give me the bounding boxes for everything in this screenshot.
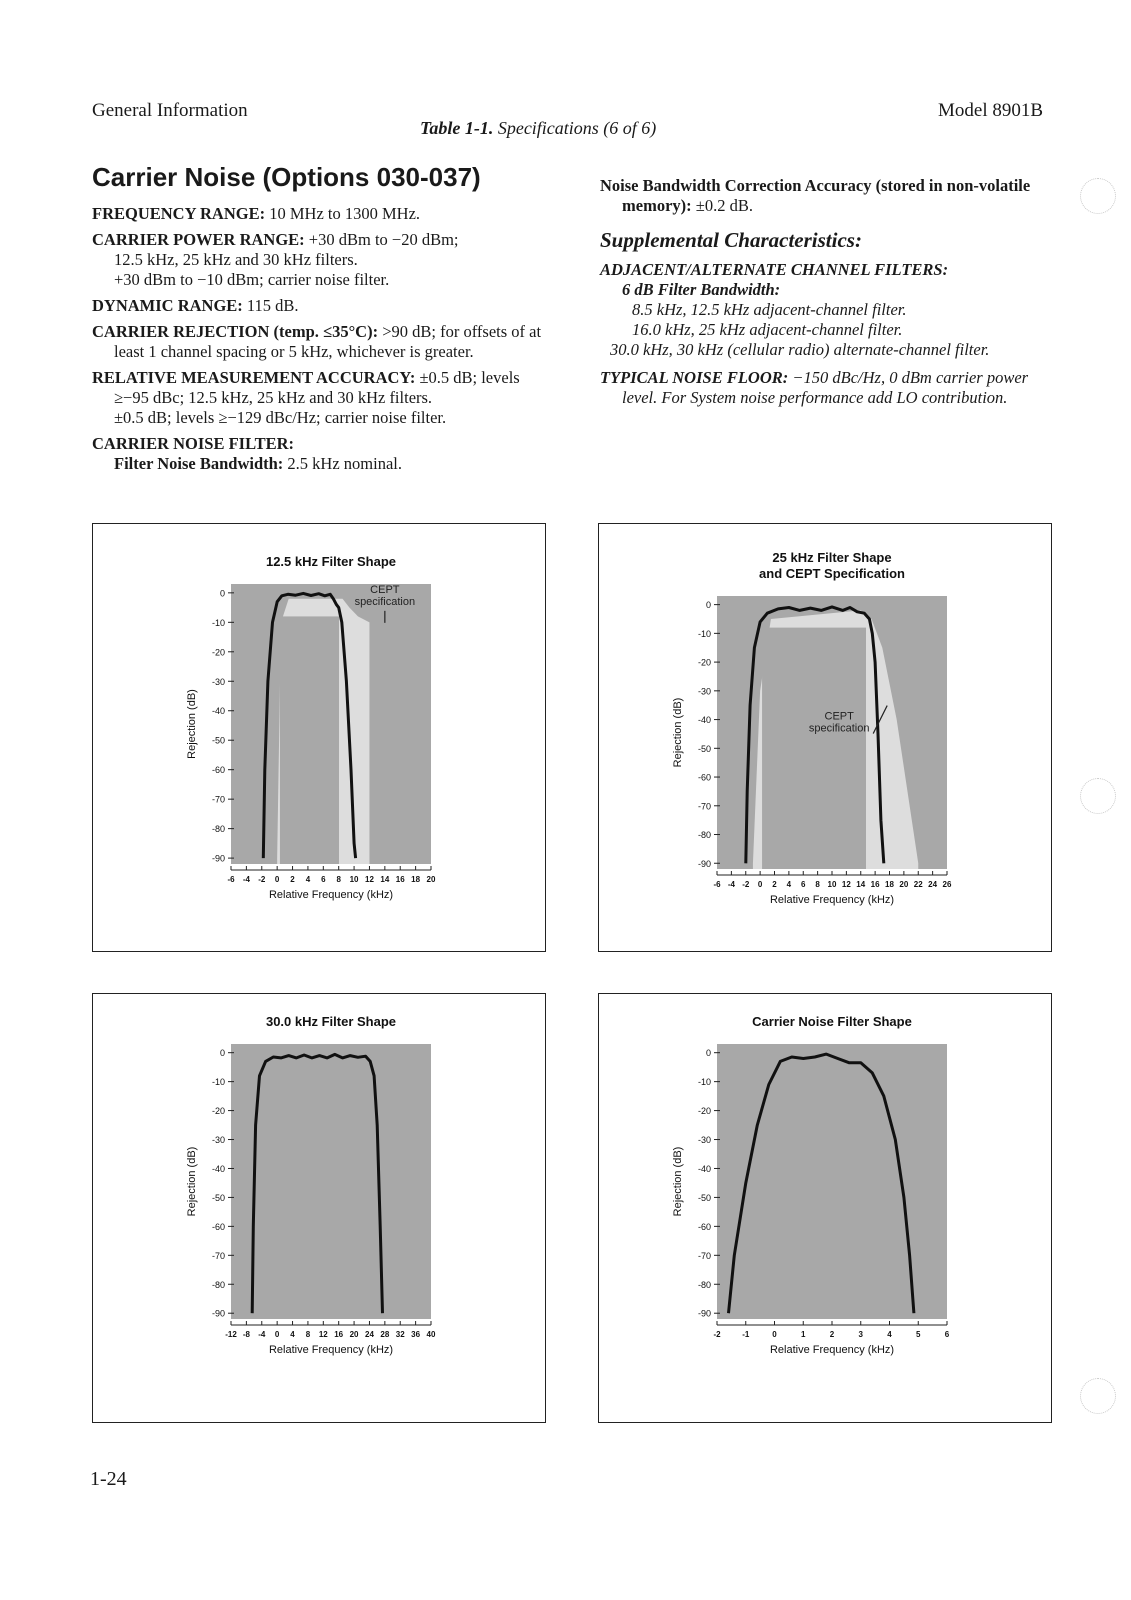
y-tick-label: -10	[697, 1077, 711, 1088]
spec-filter-noise-bandwidth	[92, 454, 547, 474]
spec-dynamic-range	[92, 296, 547, 316]
figure-12-5khz-filter	[92, 523, 546, 952]
plot-area	[231, 1044, 431, 1319]
x-tick-label: 2	[290, 875, 295, 884]
x-tick-label: 6	[321, 875, 326, 884]
x-tick-label: 36	[411, 1330, 421, 1339]
y-tick-label: -80	[211, 1279, 225, 1290]
spec-noise-bandwidth-correction	[600, 176, 1045, 216]
spec-frequency-range	[92, 204, 547, 224]
annotation-label: CEPT	[370, 583, 400, 596]
figure-30khz-filter	[92, 993, 546, 1423]
x-tick-label: 4	[887, 1330, 892, 1339]
x-tick-label: 6	[801, 880, 806, 889]
y-tick-label: -50	[697, 1192, 711, 1203]
spec-value: −150 dBc/Hz, 0 dBm carrier power level. For System noise performance add LO contribution.	[622, 368, 1029, 407]
y-tick-label: -90	[697, 858, 711, 869]
spec-value: 115 dB.	[246, 296, 299, 315]
spec-6db-bandwidth-label: 6 dB Filter Bandwidth:	[622, 280, 781, 299]
spec-label: CARRIER NOISE FILTER:	[92, 434, 295, 453]
y-axis-label: Rejection (dB)	[186, 689, 198, 759]
spec-value: ±0.5 dB; levels ≥−129 dBc/Hz; carrier noise filter.	[114, 408, 447, 427]
x-tick-label: -2	[742, 880, 750, 889]
passband-region	[762, 628, 866, 869]
bandwidth-item: 16.0 kHz, 25 kHz adjacent-channel filter.	[632, 320, 903, 339]
annotation-label: specification	[808, 722, 870, 735]
punch-hole-mark	[1080, 178, 1116, 214]
spec-value: ±0.5 dB; levels ≥−95 dBc; 12.5 kHz, 25 kHz and 30 kHz filters.	[114, 368, 520, 407]
x-tick-label: -4	[258, 1330, 266, 1339]
chart-12-5khz-filter-shape	[93, 524, 545, 951]
annotation-label: CEPT	[824, 710, 854, 723]
y-tick-label: -50	[211, 735, 225, 746]
y-tick-label: -40	[211, 1163, 225, 1174]
x-tick-label: 1	[801, 1330, 806, 1339]
header-model-name: Model 8901B	[938, 100, 1044, 121]
x-tick-label: 0	[274, 1330, 280, 1339]
spec-value: 2.5 kHz nominal.	[287, 454, 402, 473]
x-axis-label: Relative Frequency (kHz)	[268, 1344, 394, 1356]
x-tick-label: 16	[334, 1330, 344, 1339]
y-tick-label: 0	[705, 1048, 711, 1059]
x-axis-label: Relative Frequency (kHz)	[769, 1344, 895, 1356]
x-tick-label: 24	[365, 1330, 374, 1339]
x-tick-label: 18	[411, 875, 421, 884]
x-tick-label: 4	[305, 875, 311, 884]
x-tick-label: 20	[899, 880, 909, 889]
y-axis-label: Rejection (dB)	[672, 697, 684, 768]
left-spec-column	[92, 204, 547, 480]
y-tick-label: -30	[697, 1135, 711, 1146]
chart-25khz-filter-shape	[599, 524, 1051, 951]
x-tick-label: 32	[395, 1330, 405, 1339]
x-tick-label: -6	[713, 880, 721, 889]
x-axis-label: Relative Frequency (kHz)	[769, 894, 895, 906]
x-tick-label: 0	[757, 880, 763, 889]
y-tick-label: 0	[219, 588, 225, 599]
chart-carrier-noise-filter-shape	[599, 994, 1051, 1422]
section-title: Carrier Noise (Options 030-037)	[92, 162, 481, 192]
x-tick-label: 12	[318, 1330, 328, 1339]
y-tick-label: -90	[697, 1308, 711, 1319]
y-tick-label: -30	[211, 1135, 225, 1146]
x-tick-label: -6	[227, 875, 235, 884]
supplemental-title: Supplemental Characteristics:	[600, 228, 862, 252]
bandwidth-list	[600, 300, 1045, 360]
bandwidth-item: 30.0 kHz, 30 kHz (cellular radio) alternate-channel filter.	[610, 340, 990, 359]
y-tick-label: -60	[211, 1221, 225, 1232]
x-tick-label: 26	[942, 880, 952, 889]
bandwidth-item: 8.5 kHz, 12.5 kHz adjacent-channel filter.	[632, 300, 907, 319]
y-axis-label: Rejection (dB)	[672, 1146, 684, 1217]
y-tick-label: -10	[211, 1077, 225, 1088]
chart-30khz-filter-shape	[93, 994, 545, 1422]
spec-relative-accuracy	[92, 368, 547, 428]
punch-hole-mark	[1080, 778, 1116, 814]
x-tick-label: -8	[242, 1330, 250, 1339]
spec-value: >90 dB; for offsets of at least 1 channel spacing or 5 kHz, whichever is greater.	[114, 322, 542, 361]
chart-title: and CEPT Specification	[759, 566, 905, 581]
spec-label: TYPICAL NOISE FLOOR:	[600, 368, 789, 387]
x-tick-label: -12	[225, 1330, 237, 1339]
x-tick-label: -2	[258, 875, 266, 884]
x-tick-label: 8	[815, 880, 820, 889]
y-axis-label: Rejection (dB)	[186, 1146, 198, 1217]
x-tick-label: -2	[713, 1330, 721, 1339]
spec-carrier-power-range	[92, 230, 547, 290]
y-tick-label: -30	[211, 676, 225, 687]
x-tick-label: 12	[365, 875, 374, 884]
page-number: 1-24	[90, 1468, 127, 1490]
y-tick-label: -30	[697, 686, 711, 697]
y-tick-label: -50	[211, 1192, 225, 1203]
y-tick-label: -60	[697, 1221, 711, 1232]
x-tick-label: 14	[380, 875, 390, 884]
spec-value: +30 dBm to −20 dBm;	[308, 230, 459, 249]
y-tick-label: -80	[211, 824, 225, 835]
spec-label: CARRIER REJECTION (temp. ≤35°C):	[92, 322, 379, 341]
x-tick-label: 16	[870, 880, 880, 889]
passband-region	[280, 616, 339, 864]
punch-hole-mark	[1080, 1378, 1116, 1414]
x-tick-label: 20	[349, 1330, 359, 1339]
x-tick-label: -4	[242, 875, 250, 884]
x-tick-label: 20	[426, 875, 436, 884]
y-tick-label: -20	[697, 657, 711, 668]
spec-carrier-rejection	[92, 322, 547, 362]
chart-title: 12.5 kHz Filter Shape	[265, 554, 397, 569]
y-tick-label: -90	[211, 853, 225, 864]
spec-value: ±0.2 dB.	[695, 196, 753, 215]
x-tick-label: 6	[944, 1330, 950, 1339]
y-tick-label: -40	[697, 1163, 711, 1174]
y-tick-label: -70	[211, 1250, 225, 1261]
x-tick-label: 4	[290, 1330, 295, 1339]
table-caption	[420, 118, 656, 139]
chart-title: Carrier Noise Filter Shape	[752, 1014, 912, 1029]
x-tick-label: 10	[827, 880, 837, 889]
y-tick-label: -60	[697, 772, 711, 783]
chart-title: 25 kHz Filter Shape	[772, 550, 892, 565]
y-tick-label: -10	[211, 617, 225, 628]
x-tick-label: 12	[841, 880, 851, 889]
y-tick-label: -90	[211, 1308, 225, 1319]
x-tick-label: 5	[916, 1330, 921, 1339]
y-tick-label: 0	[219, 1048, 225, 1059]
x-tick-label: 2	[829, 1330, 835, 1339]
x-tick-label: 22	[913, 880, 923, 889]
spec-value: +30 dBm to −10 dBm; carrier noise filter.	[114, 270, 390, 289]
x-tick-label: 4	[786, 880, 792, 889]
spec-value: 10 MHz to 1300 MHz.	[269, 204, 421, 223]
header-section-name: General Information	[92, 100, 248, 121]
right-spec-column	[600, 176, 1045, 414]
x-tick-label: 14	[856, 880, 866, 889]
y-tick-label: -80	[697, 830, 711, 841]
x-tick-label: 10	[349, 875, 359, 884]
x-tick-label: 8	[336, 875, 341, 884]
y-tick-label: -20	[211, 647, 225, 658]
x-tick-label: 0	[772, 1330, 777, 1339]
spec-typical-noise-floor	[600, 368, 1045, 408]
spec-label: FREQUENCY RANGE:	[92, 204, 266, 223]
figure-carrier-noise-filter	[598, 993, 1052, 1423]
x-tick-label: -1	[742, 1330, 750, 1339]
x-tick-label: 40	[426, 1330, 436, 1339]
x-axis-label: Relative Frequency (kHz)	[268, 889, 394, 901]
spec-value: 12.5 kHz, 25 kHz and 30 kHz filters.	[114, 250, 358, 269]
x-tick-label: 16	[395, 875, 405, 884]
spec-carrier-noise-filter	[92, 434, 547, 454]
table-title: Specifications (6 of 6)	[497, 118, 657, 138]
x-tick-label: 8	[305, 1330, 311, 1339]
y-tick-label: -60	[211, 765, 225, 776]
annotation-label: specification	[354, 595, 416, 608]
y-tick-label: -70	[697, 1250, 711, 1261]
spec-label: Noise Bandwidth Correction Accuracy (stored in non-volatile memory):	[600, 176, 1031, 215]
x-tick-label: 28	[380, 1330, 390, 1339]
y-tick-label: -40	[211, 706, 225, 717]
x-tick-label: -4	[727, 880, 735, 889]
x-tick-label: 18	[885, 880, 894, 889]
y-tick-label: -70	[211, 794, 225, 805]
spec-label: Filter Noise Bandwidth:	[114, 454, 284, 473]
x-tick-label: 2	[772, 880, 777, 889]
y-tick-label: -10	[697, 628, 711, 639]
y-tick-label: -20	[211, 1106, 225, 1117]
y-tick-label: -40	[697, 715, 711, 726]
y-tick-label: 0	[705, 600, 711, 611]
spec-label: CARRIER POWER RANGE:	[92, 230, 305, 249]
figure-25khz-filter	[598, 523, 1052, 952]
spec-label: RELATIVE MEASUREMENT ACCURACY:	[92, 368, 416, 387]
table-label: Table 1-1.	[420, 118, 494, 138]
x-tick-label: 24	[928, 880, 938, 889]
x-tick-label: 3	[858, 1330, 863, 1339]
spec-label: DYNAMIC RANGE:	[92, 296, 243, 315]
y-tick-label: -50	[697, 743, 711, 754]
chart-title: 30.0 kHz Filter Shape	[265, 1014, 397, 1029]
y-tick-label: -70	[697, 801, 711, 812]
y-tick-label: -20	[697, 1106, 711, 1117]
y-tick-label: -80	[697, 1279, 711, 1290]
x-tick-label: 0	[274, 875, 280, 884]
spec-adjacent-filters-label: ADJACENT/ALTERNATE CHANNEL FILTERS:	[600, 260, 949, 279]
